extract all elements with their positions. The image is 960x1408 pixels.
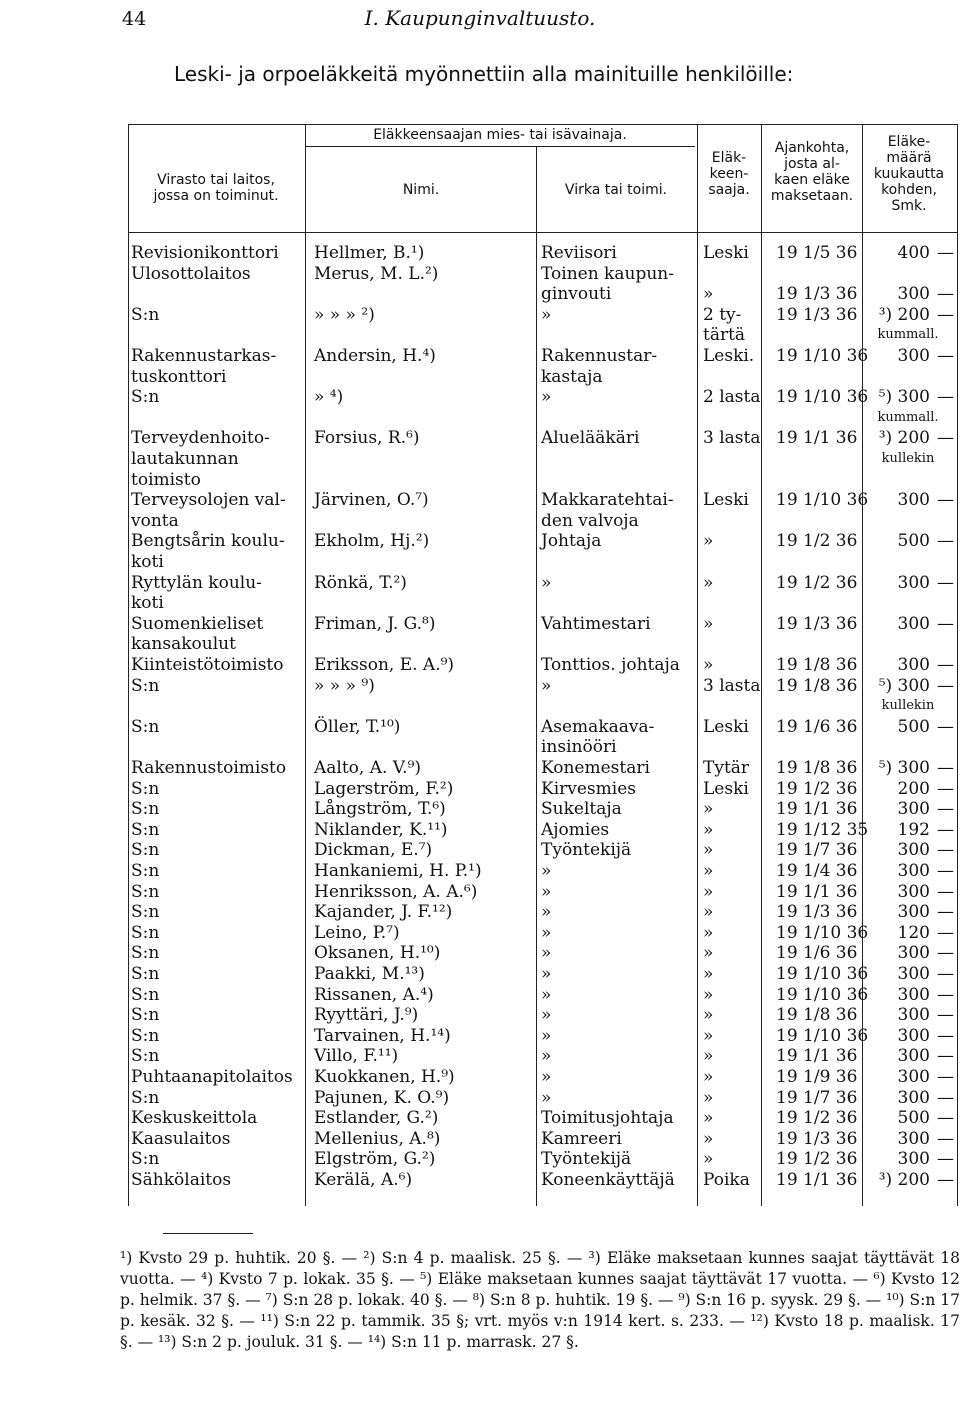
cell-amount: 300 (897, 490, 930, 511)
cell-amount: 500 (897, 716, 930, 737)
cell-dash: — (937, 1128, 954, 1149)
cell-amount: 300 (897, 1087, 930, 1108)
cell-post: » (541, 964, 552, 984)
cell-office: S:n (131, 902, 160, 923)
cell-recipient: » (703, 902, 714, 923)
cell-amount: 300 (897, 902, 930, 923)
cell-dash: — (937, 1087, 954, 1108)
cell-post: Työntekijä (541, 1149, 632, 1170)
cell-office: S:n (131, 304, 160, 325)
rule-recipient (761, 124, 762, 1206)
cell-name: Leino, P.⁷) (314, 922, 400, 943)
cell-dash: — (937, 1149, 954, 1170)
cell-name: Långström, T.⁶) (314, 799, 446, 820)
rule-name (536, 146, 537, 1206)
header-group-rule (305, 146, 695, 147)
cell-recipient: » (703, 943, 714, 964)
cell-dash: — (937, 819, 954, 840)
cell-recipient: Leski (703, 716, 749, 737)
cell-amount: ³) 200 (878, 1170, 930, 1190)
cell-recipient: » (703, 984, 714, 1005)
cell-recipient: » (703, 799, 714, 820)
cell-start-time: 19 1/9 36 (776, 1067, 858, 1087)
cell-start-time: 19 1/3 36 (776, 284, 858, 305)
cell-amount: 400 (897, 243, 930, 263)
cell-recipient: Leski (703, 490, 749, 511)
cell-recipient: 2 ty- (703, 304, 742, 325)
cell-post: Rakennustar- (541, 346, 658, 366)
cell-start-time: 19 1/7 36 (776, 840, 858, 861)
cell-name: Oksanen, H.¹⁰) (314, 943, 441, 964)
cell-post: Reviisori (541, 243, 617, 263)
cell-post: » (541, 1087, 552, 1108)
cell-recipient: 3 lasta (703, 675, 761, 696)
header-recipient: Eläk- keen- saaja. (708, 150, 750, 198)
cell-name: Öller, T.¹⁰) (314, 716, 401, 737)
cell-dash: — (937, 881, 954, 902)
cell-note: kummall. (877, 327, 939, 343)
cell-office: Ryttylän koulu- (131, 572, 262, 593)
cell-post: Sukeltaja (541, 799, 622, 820)
cell-name: Hellmer, B.¹) (314, 243, 425, 263)
cell-post: Konemestari (541, 758, 650, 778)
cell-dash: — (937, 1108, 954, 1129)
cell-recipient: » (703, 1067, 714, 1087)
cell-name: Eriksson, E. A.⁹) (314, 655, 455, 675)
cell-dash: — (937, 1005, 954, 1026)
cell-dash: — (937, 346, 954, 366)
cell-start-time: 19 1/6 36 (776, 943, 858, 964)
cell-dash: — (937, 840, 954, 861)
cell-office: Revisionikonttori (131, 243, 279, 263)
cell-name: Andersin, H.⁴) (314, 346, 436, 366)
cell-dash: — (937, 243, 954, 263)
cell-post: » (541, 675, 552, 696)
cell-start-time: 19 1/12 35 (776, 819, 869, 840)
cell-dash: — (937, 716, 954, 737)
cell-note: kullekin (881, 698, 935, 714)
cell-dash: — (937, 778, 954, 799)
cell-name: Friman, J. G.⁸) (314, 613, 436, 634)
cell-name: Rönkä, T.²) (314, 572, 407, 593)
cell-start-time: 19 1/2 36 (776, 1108, 858, 1129)
rule-right (957, 124, 958, 1206)
cell-name: Elgström, G.²) (314, 1149, 436, 1170)
cell-recipient: » (703, 655, 714, 675)
cell-dash: — (937, 964, 954, 984)
cell-dash: — (937, 655, 954, 675)
cell-start-time: 19 1/2 36 (776, 1149, 858, 1170)
cell-post: kastaja (541, 366, 603, 387)
cell-start-time: 19 1/10 36 (776, 1025, 869, 1046)
cell-office: lautakunnan (131, 449, 239, 469)
cell-name: Dickman, E.⁷) (314, 840, 433, 861)
cell-dash: — (937, 984, 954, 1005)
cell-post: » (541, 387, 552, 408)
cell-amount: 300 (897, 655, 930, 675)
cell-name: Ryyttäri, J.⁹) (314, 1005, 419, 1026)
cell-name: Merus, M. L.²) (314, 263, 439, 284)
cell-amount: 300 (897, 799, 930, 820)
cell-name: Kajander, J. F.¹²) (314, 902, 453, 923)
cell-recipient: 2 lasta (703, 387, 761, 408)
cell-post: Ajomies (541, 819, 610, 840)
cell-start-time: 19 1/8 36 (776, 758, 858, 778)
cell-name: Kerälä, A.⁶) (314, 1170, 413, 1190)
cell-post: Vahtimestari (541, 613, 651, 634)
cell-recipient: » (703, 284, 714, 305)
cell-dash: — (937, 613, 954, 634)
cell-post: » (541, 943, 552, 964)
cell-dash: — (937, 428, 954, 449)
cell-office: kansakoulut (131, 634, 236, 655)
cell-office: S:n (131, 861, 160, 881)
cell-recipient: » (703, 861, 714, 881)
cell-dash: — (937, 1046, 954, 1067)
cell-office: S:n (131, 1087, 160, 1108)
cell-amount: 300 (897, 861, 930, 881)
cell-name: Ekholm, Hj.²) (314, 531, 430, 552)
cell-office: S:n (131, 943, 160, 964)
cell-recipient: » (703, 922, 714, 943)
cell-start-time: 19 1/6 36 (776, 716, 858, 737)
cell-post: » (541, 902, 552, 923)
cell-office: Terveydenhoito- (131, 428, 270, 449)
header-name: Nimi. (402, 182, 440, 198)
cell-recipient: Poika (703, 1170, 750, 1190)
cell-amount: 300 (897, 984, 930, 1005)
cell-office: S:n (131, 1005, 160, 1026)
cell-amount: ³) 200 (878, 304, 930, 325)
cell-office: tuskonttori (131, 366, 227, 387)
cell-recipient: » (703, 531, 714, 552)
cell-name: Forsius, R.⁶) (314, 428, 420, 449)
cell-amount: 300 (897, 964, 930, 984)
header-bottom-rule (128, 232, 957, 233)
cell-recipient: » (703, 1005, 714, 1026)
cell-start-time: 19 1/3 36 (776, 613, 858, 634)
cell-start-time: 19 1/8 36 (776, 1005, 858, 1026)
cell-office: S:n (131, 881, 160, 902)
cell-recipient: » (703, 1108, 714, 1129)
cell-post: den valvoja (541, 510, 639, 531)
cell-start-time: 19 1/8 36 (776, 675, 858, 696)
running-head: I. Kaupunginvaltuusto. (364, 6, 596, 30)
cell-office: S:n (131, 1149, 160, 1170)
header-post: Virka tai toimi. (564, 182, 668, 198)
cell-post: » (541, 861, 552, 881)
header-amount: Eläke- määrä kuukautta kohden, Smk. (873, 134, 945, 214)
cell-note: kullekin (881, 451, 935, 466)
cell-name: » » » ⁹) (314, 675, 375, 696)
cell-amount: ³) 200 (878, 428, 930, 449)
cell-name: Villo, F.¹¹) (314, 1046, 399, 1067)
rule-post (697, 124, 698, 1206)
cell-post: » (541, 1005, 552, 1026)
cell-name: Niklander, K.¹¹) (314, 819, 448, 840)
cell-dash: — (937, 1067, 954, 1087)
cell-post: Toinen kaupun- (541, 263, 674, 284)
cell-amount: ⁵) 300 (878, 675, 930, 696)
cell-start-time: 19 1/7 36 (776, 1087, 858, 1108)
cell-office: S:n (131, 387, 160, 408)
cell-amount: 300 (897, 943, 930, 964)
cell-post: » (541, 1025, 552, 1046)
cell-post: Koneenkäyttäjä (541, 1170, 675, 1190)
cell-start-time: 19 1/5 36 (776, 243, 858, 263)
cell-start-time: 19 1/1 36 (776, 799, 858, 820)
cell-post: Kamreeri (541, 1128, 622, 1149)
cell-start-time: 19 1/1 36 (776, 881, 858, 902)
cell-start-time: 19 1/10 36 (776, 984, 869, 1005)
cell-office: Kiinteistötoimisto (131, 655, 284, 675)
header-top-rule (128, 124, 957, 125)
cell-start-time: 19 1/8 36 (776, 655, 858, 675)
cell-post: Johtaja (541, 531, 602, 552)
cell-dash: — (937, 284, 954, 305)
cell-office: Keskuskeittola (131, 1108, 258, 1129)
cell-amount: 500 (897, 531, 930, 552)
cell-name: Aalto, A. V.⁹) (314, 758, 421, 778)
cell-name: Tarvainen, H.¹⁴) (314, 1025, 451, 1046)
cell-office: Puhtaanapitolaitos (131, 1067, 293, 1087)
cell-start-time: 19 1/3 36 (776, 304, 858, 325)
cell-office: S:n (131, 1025, 160, 1046)
cell-recipient: » (703, 840, 714, 861)
cell-dash: — (937, 943, 954, 964)
cell-start-time: 19 1/10 36 (776, 922, 869, 943)
page-number: 44 (122, 8, 147, 30)
cell-office: Ulosottolaitos (131, 263, 251, 284)
cell-start-time: 19 1/10 36 (776, 346, 869, 366)
cell-office: Rakennustoimisto (131, 758, 287, 778)
footnotes: ¹) Kvsto 29 p. huhtik. 20 §. — ²) S:n 4 p. maalisk. 25 §. — ³) Eläke maksetaan kunnes saajat täyttävät 18 vuotta. — ⁴) Kvsto 7 p. lokak. 35 §. — ⁵) Eläke maksetaan kunnes saajat täyttävät 17 vuotta. — ⁶) Kvsto 12 p. helmik. 37 §. — ⁷) S:n 28 p. lokak. 40 §. — ⁸) S:n 8 p. huhtik. 19 §. — ⁹) S:n 16 p. syysk. 29 §. — ¹⁰) S:n 17 p. kesäk. 32 §. — ¹¹) S:n 22 p. tammik. 35 §; vrt. myös v:n 1914 kert. s. 233. — ¹²) Kvsto 18 p. maalisk. 17 §. — ¹³) S:n 2 p. jouluk. 31 §. — ¹⁴) S:n 11 p. marrask. 27 §. (120, 1249, 960, 1351)
cell-name: » » » ²) (314, 304, 375, 325)
cell-post: Aluelääkäri (541, 428, 640, 449)
cell-recipient: » (703, 1087, 714, 1108)
rule-left (128, 124, 129, 1206)
cell-amount: 300 (897, 881, 930, 902)
cell-start-time: 19 1/1 36 (776, 428, 858, 449)
cell-post: Työntekijä (541, 840, 632, 861)
cell-start-time: 19 1/10 36 (776, 490, 869, 511)
cell-start-time: 19 1/3 36 (776, 1128, 858, 1149)
cell-post: » (541, 1067, 552, 1087)
cell-amount: 300 (897, 1067, 930, 1087)
cell-name: Kuokkanen, H.⁹) (314, 1067, 455, 1087)
cell-recipient: Tytär (703, 758, 750, 778)
cell-office: Sähkölaitos (131, 1170, 232, 1190)
cell-recipient: » (703, 572, 714, 593)
cell-recipient: » (703, 1025, 714, 1046)
cell-name: Paakki, M.¹³) (314, 964, 425, 984)
cell-note: kummall. (877, 409, 939, 425)
cell-amount: ⁵) 300 (878, 758, 930, 778)
cell-amount: 300 (897, 1149, 930, 1170)
cell-office: S:n (131, 819, 160, 840)
cell-office: S:n (131, 1046, 160, 1067)
cell-amount: 300 (897, 613, 930, 634)
cell-recipient: » (703, 1046, 714, 1067)
header-start-time: Ajankohta, josta al- kaen eläke maksetaan. (770, 140, 854, 204)
cell-office: S:n (131, 675, 160, 696)
cell-dash: — (937, 1025, 954, 1046)
cell-recipient: » (703, 613, 714, 634)
cell-start-time: 19 1/2 36 (776, 572, 858, 593)
cell-amount: 300 (897, 840, 930, 861)
intro-text: Leski- ja orpoeläkkeitä myönnettiin alla mainituille henkilöille: (174, 62, 794, 86)
cell-post: Toimitusjohtaja (541, 1108, 674, 1129)
rule-office (305, 124, 306, 1206)
cell-office: S:n (131, 716, 160, 737)
cell-post: » (541, 1046, 552, 1067)
cell-recipient: » (703, 1128, 714, 1149)
cell-post: Tonttios. johtaja (541, 655, 680, 675)
cell-recipient: Leski. (703, 346, 755, 366)
cell-amount: 300 (897, 572, 930, 593)
cell-office: Kaasulaitos (131, 1128, 231, 1149)
cell-amount: 300 (897, 1005, 930, 1026)
cell-office: vonta (131, 510, 179, 531)
cell-start-time: 19 1/1 36 (776, 1170, 858, 1190)
cell-recipient: Leski (703, 243, 749, 263)
cell-recipient: » (703, 881, 714, 902)
cell-dash: — (937, 675, 954, 696)
cell-post: » (541, 572, 552, 593)
cell-dash: — (937, 902, 954, 923)
cell-post: » (541, 304, 552, 325)
cell-dash: — (937, 304, 954, 325)
cell-name: Henriksson, A. A.⁶) (314, 881, 478, 902)
footnote-rule (163, 1233, 253, 1234)
cell-start-time: 19 1/3 36 (776, 902, 858, 923)
cell-office: Rakennustarkas- (131, 346, 277, 366)
cell-recipient: 3 lasta (703, 428, 761, 449)
cell-post: » (541, 922, 552, 943)
cell-office: toimisto (131, 469, 201, 490)
cell-post: Kirvesmies (541, 778, 636, 799)
cell-start-time: 19 1/2 36 (776, 778, 858, 799)
cell-dash: — (937, 387, 954, 408)
cell-office: koti (131, 552, 164, 572)
cell-amount: 120 (897, 922, 930, 943)
header-group: Eläkkeensaajan mies- tai isävainaja. (373, 127, 627, 143)
cell-office: S:n (131, 840, 160, 861)
cell-name: Järvinen, O.⁷) (314, 490, 429, 511)
cell-dash: — (937, 799, 954, 820)
cell-office: S:n (131, 778, 160, 799)
cell-amount: ⁵) 300 (878, 387, 930, 408)
cell-dash: — (937, 490, 954, 511)
cell-office: S:n (131, 984, 160, 1005)
cell-dash: — (937, 572, 954, 593)
cell-post: » (541, 984, 552, 1005)
cell-office: S:n (131, 964, 160, 984)
cell-dash: — (937, 922, 954, 943)
cell-name: » ⁴) (314, 387, 344, 408)
cell-dash: — (937, 861, 954, 881)
cell-recipient: Leski (703, 778, 749, 799)
cell-office: S:n (131, 922, 160, 943)
cell-start-time: 19 1/10 36 (776, 387, 869, 408)
cell-post: ginvouti (541, 284, 612, 305)
cell-office: koti (131, 593, 164, 614)
cell-post: Makkaratehtai- (541, 490, 674, 511)
cell-recipient: tärtä (703, 325, 746, 346)
cell-post: insinööri (541, 737, 617, 758)
cell-office: Suomenkieliset (131, 613, 264, 634)
cell-amount: 300 (897, 1128, 930, 1149)
cell-post: Asemakaava- (541, 716, 655, 737)
cell-name: Pajunen, K. O.⁹) (314, 1087, 450, 1108)
cell-dash: — (937, 758, 954, 778)
cell-start-time: 19 1/1 36 (776, 1046, 858, 1067)
cell-dash: — (937, 531, 954, 552)
header-office: Virasto tai laitos, jossa on toiminut. (153, 172, 279, 204)
cell-amount: 192 (897, 819, 930, 840)
cell-name: Mellenius, A.⁸) (314, 1128, 441, 1149)
cell-post: » (541, 881, 552, 902)
cell-amount: 300 (897, 346, 930, 366)
cell-amount: 200 (897, 778, 930, 799)
cell-recipient: » (703, 964, 714, 984)
cell-amount: 300 (897, 284, 930, 305)
cell-name: Hankaniemi, H. P.¹) (314, 861, 482, 881)
cell-start-time: 19 1/10 36 (776, 964, 869, 984)
cell-amount: 300 (897, 1046, 930, 1067)
cell-amount: 300 (897, 1025, 930, 1046)
cell-dash: — (937, 1170, 954, 1190)
cell-office: S:n (131, 799, 160, 820)
cell-name: Rissanen, A.⁴) (314, 984, 434, 1005)
cell-start-time: 19 1/4 36 (776, 861, 858, 881)
cell-name: Lagerström, F.²) (314, 778, 454, 799)
cell-recipient: » (703, 1149, 714, 1170)
cell-office: Bengtsårin koulu- (131, 531, 285, 552)
cell-office: Terveysolojen val- (131, 490, 286, 511)
cell-name: Estlander, G.²) (314, 1108, 439, 1129)
cell-amount: 500 (897, 1108, 930, 1129)
cell-start-time: 19 1/2 36 (776, 531, 858, 552)
cell-recipient: » (703, 819, 714, 840)
